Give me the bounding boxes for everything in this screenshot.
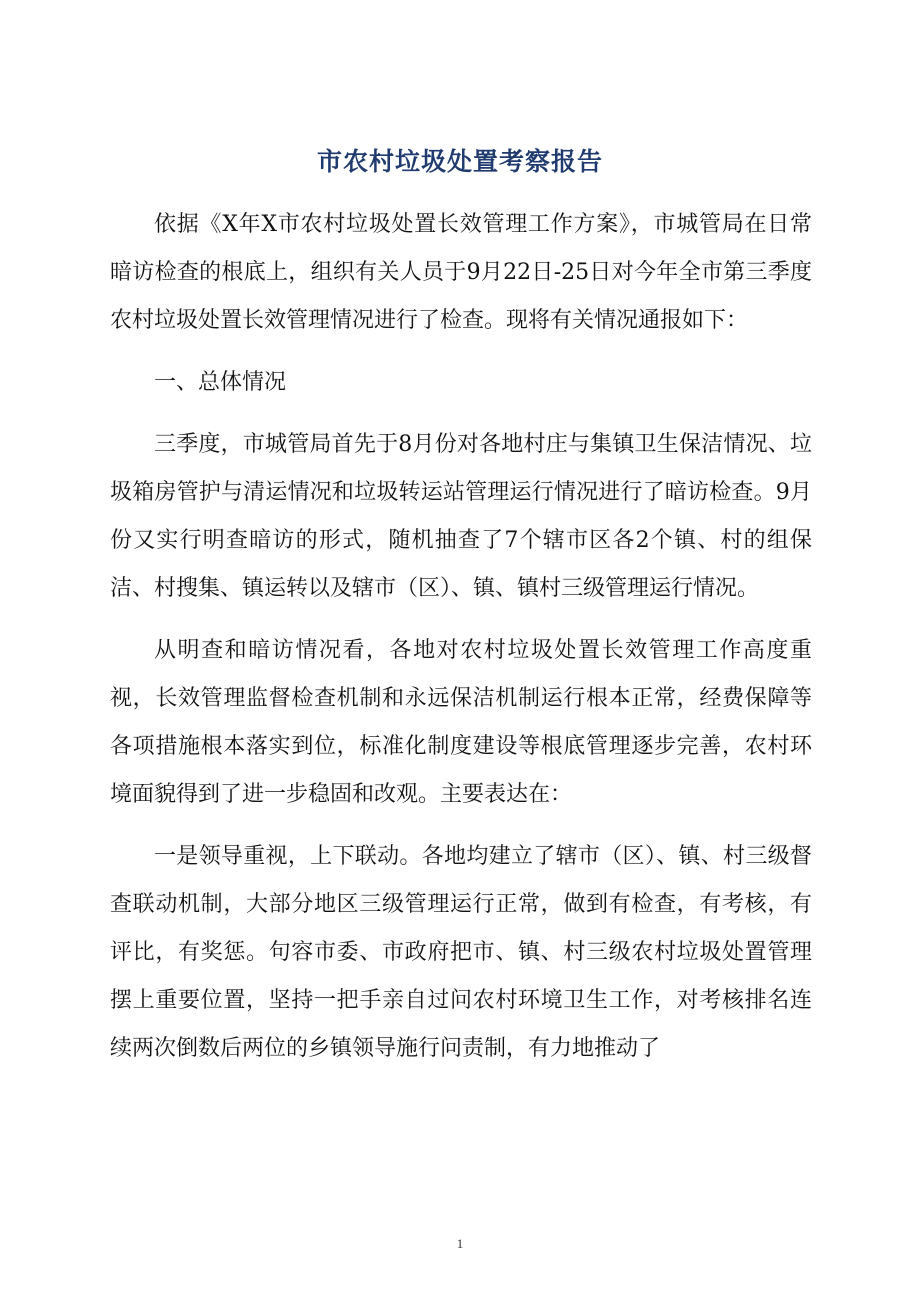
paragraph-inspection: 三季度，市城管局首先于8月份对各地村庄与集镇卫生保洁情况、垃圾箱房管护与清运情况和垃圾转运站管理运行情况进行了暗访检查。9月份又实行明查暗访的形式，随机抽查了7个辖市区各2个镇、村的组保洁、村搜集、镇运转以及辖市（区）、镇、镇村三级管理运行情况。 xyxy=(110,432,812,601)
paragraph-findings: 从明查和暗访情况看，各地对农村垃圾处置长效管理工作高度重视，长效管理监督检查机制和永远保洁机制运行根本正常，经费保障等各项措施根本落实到位，标准化制度建设等根底管理逐步完善，农村环境面貌得到了进一步稳固和改观。主要表达在： xyxy=(110,638,812,807)
paragraph-intro: 依据《X年X市农村垃圾处置长效管理工作方案》，市城管局在日常暗访检查的根底上，组织有关人员于9月22日-25日对今年全市第三季度农村垃圾处置长效管理情况进行了检查。现将有关情况通报如下： xyxy=(110,212,812,333)
paragraph-leadership: 一是领导重视，上下联动。各地均建立了辖市（区）、镇、村三级督查联动机制，大部分地区三级管理运行正常，做到有检查，有考核，有评比，有奖惩。句容市委、市政府把市、镇、村三级农村垃圾处置管理摆上重要位置，坚持一把手亲自过问农村环境卫生工作，对考核排名连续两次倒数后两位的乡镇领导施行问责制，有力地推动了 xyxy=(110,844,812,1061)
page-number: 1 xyxy=(456,1236,464,1251)
document-body xyxy=(110,201,812,1087)
page-title: 市农村垃圾处置考察报告 xyxy=(316,147,603,176)
section-heading-overview: 一、总体情况 xyxy=(154,370,287,395)
